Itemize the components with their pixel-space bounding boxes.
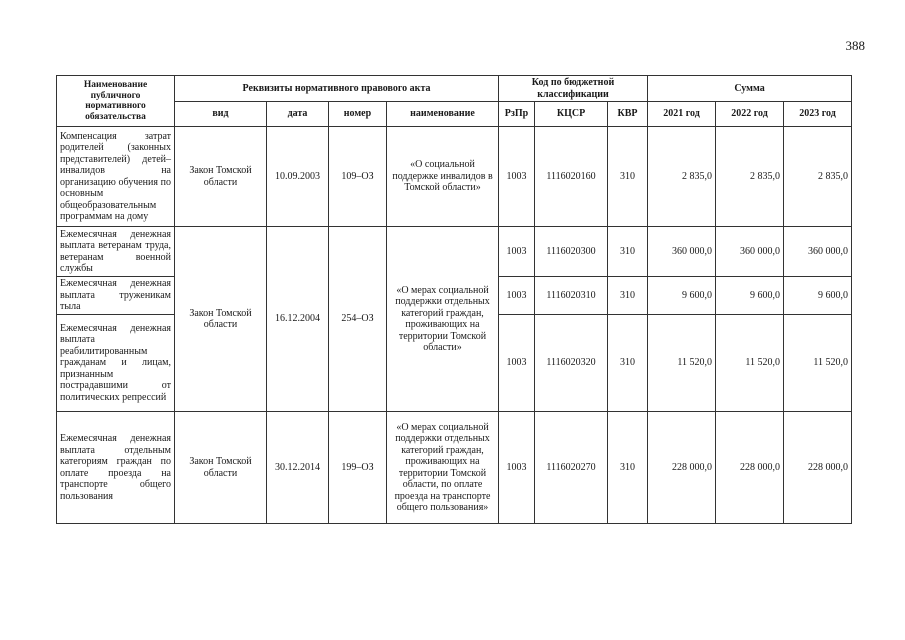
header-kind: вид [175,102,267,127]
header-kcsr: КЦСР [535,102,608,127]
kvr-cell: 310 [608,127,648,227]
header-obligation: Наименование публичного нормативного обязательства [57,76,175,127]
sum-2023-cell: 228 000,0 [784,412,852,524]
header-2022: 2022 год [716,102,784,127]
table-row [57,227,852,277]
sum-2021-cell: 360 000,0 [648,227,716,277]
sum-2022-cell: 228 000,0 [716,412,784,524]
kvr-cell: 310 [608,227,648,277]
act-kind-cell: Закон Томской области [175,127,267,227]
rzpr-cell: 1003 [499,127,535,227]
rzpr-cell: 1003 [499,412,535,524]
rzpr-cell: 1003 [499,227,535,277]
header-name: наименование [387,102,499,127]
budget-obligations-table [56,75,852,524]
obligation-cell: Ежемесячная денежная выплата отдельным категориям граждан по оплате проезда на транспорте общего пользования [57,412,175,524]
header-2023: 2023 год [784,102,852,127]
sum-2022-cell: 2 835,0 [716,127,784,227]
sum-2021-cell: 228 000,0 [648,412,716,524]
rzpr-cell: 1003 [499,315,535,412]
sum-2022-cell: 360 000,0 [716,227,784,277]
act-number-cell: 254–ОЗ [329,227,387,412]
sum-2023-cell: 360 000,0 [784,227,852,277]
kcsr-cell: 1116020300 [535,227,608,277]
sum-2021-cell: 11 520,0 [648,315,716,412]
table-row [57,127,852,227]
act-date-cell: 10.09.2003 [267,127,329,227]
kvr-cell: 310 [608,315,648,412]
act-number-cell: 109–ОЗ [329,127,387,227]
sum-2023-cell: 9 600,0 [784,277,852,315]
rzpr-cell: 1003 [499,277,535,315]
act-name-cell: «О социальной поддержке инвалидов в Томской области» [387,127,499,227]
obligation-cell: Компенсация затрат родителей (законных представителей) детей–инвалидов на организацию обучения по основным общеобразовательным программам на дому [57,127,175,227]
kcsr-cell: 1116020270 [535,412,608,524]
header-act-details: Реквизиты нормативного правового акта [175,76,499,102]
header-2021: 2021 год [648,102,716,127]
table-row [57,412,852,524]
obligation-cell: Ежемесячная денежная выплата ветеранам труда, ветеранам военной службы [57,227,175,277]
act-date-cell: 30.12.2014 [267,412,329,524]
header-budget-code: Код по бюджетной классификации [499,76,648,102]
header-sum: Сумма [648,76,852,102]
sum-2022-cell: 9 600,0 [716,277,784,315]
kcsr-cell: 1116020320 [535,315,608,412]
sum-2021-cell: 9 600,0 [648,277,716,315]
sum-2023-cell: 2 835,0 [784,127,852,227]
act-date-cell: 16.12.2004 [267,227,329,412]
sum-2022-cell: 11 520,0 [716,315,784,412]
header-kvr: КВР [608,102,648,127]
sum-2023-cell: 11 520,0 [784,315,852,412]
act-name-cell: «О мерах социальной поддержки отдельных категорий граждан, проживающих на территории Томской области» [387,227,499,412]
act-name-cell: «О мерах социальной поддержки отдельных категорий граждан, проживающих на территории Томской области, по оплате проезда на транспорте общего пользования» [387,412,499,524]
obligation-cell: Ежемесячная денежная выплата труженикам тыла [57,277,175,315]
header-date: дата [267,102,329,127]
act-number-cell: 199–ОЗ [329,412,387,524]
kvr-cell: 310 [608,277,648,315]
act-kind-cell: Закон Томской области [175,227,267,412]
kcsr-cell: 1116020310 [535,277,608,315]
act-kind-cell: Закон Томской области [175,412,267,524]
kcsr-cell: 1116020160 [535,127,608,227]
kvr-cell: 310 [608,412,648,524]
obligation-cell: Ежемесячная денежная выплата реабилитированным гражданам и лицам, признанным пострадавшими от политических репрессий [57,315,175,412]
header-rzpr: РзПр [499,102,535,127]
sum-2021-cell: 2 835,0 [648,127,716,227]
page-number: 388 [845,38,865,53]
header-number: номер [329,102,387,127]
